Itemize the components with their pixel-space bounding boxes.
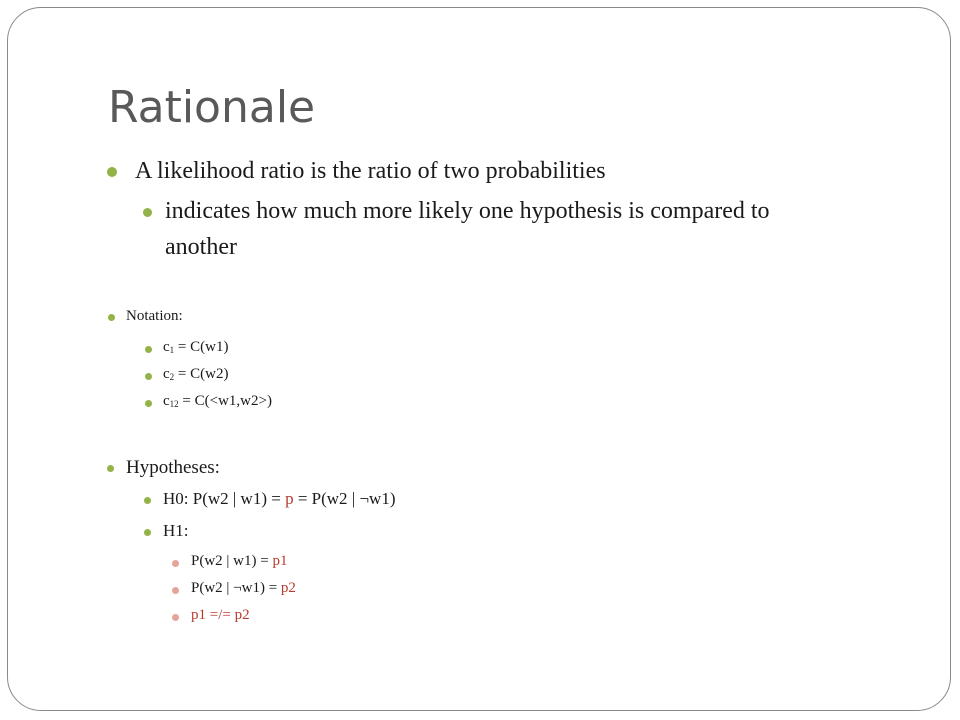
h1-p1: P(w2 | w1) = p1 xyxy=(191,553,288,569)
bullet-notation: Notation: xyxy=(126,308,183,324)
hypothesis-h1: H1: xyxy=(163,521,189,540)
bullet-dot xyxy=(108,314,115,321)
bullet-dot xyxy=(145,400,152,407)
notation-c1: $c_1 = C(w1)$ xyxy=(163,339,229,355)
bullet-dot xyxy=(145,373,152,380)
bullet-dot xyxy=(172,614,179,621)
bullet-dot xyxy=(172,587,179,594)
bullet-dot xyxy=(143,208,152,217)
bullet-dot xyxy=(145,346,152,353)
bullet-likelihood-ratio: A likelihood ratio is the ratio of two probabilities xyxy=(135,158,606,184)
bullet-indicates-line2: another xyxy=(165,234,237,260)
bullet-hypotheses: Hypotheses: xyxy=(126,457,220,478)
bullet-dot xyxy=(144,529,151,536)
h1-p1-neq-p2: p1 =/= p2 xyxy=(191,607,250,623)
hypothesis-h0: H0: P(w2 | w1) = p = P(w2 | ¬w1) xyxy=(163,489,396,508)
bullet-dot xyxy=(172,560,179,567)
h1-p2: P(w2 | ¬w1) = p2 xyxy=(191,580,296,596)
bullet-dot xyxy=(144,497,151,504)
bullet-dot xyxy=(107,167,117,177)
notation-c2: $c_2 = C(w2)$ xyxy=(163,366,229,382)
bullet-dot xyxy=(107,465,114,472)
bullet-indicates-line1: indicates how much more likely one hypothesis is compared to xyxy=(165,198,770,224)
notation-c12: $c_{12} = C(<w1,w2>)$ xyxy=(163,393,272,409)
slide-title: Rationale xyxy=(108,82,316,133)
